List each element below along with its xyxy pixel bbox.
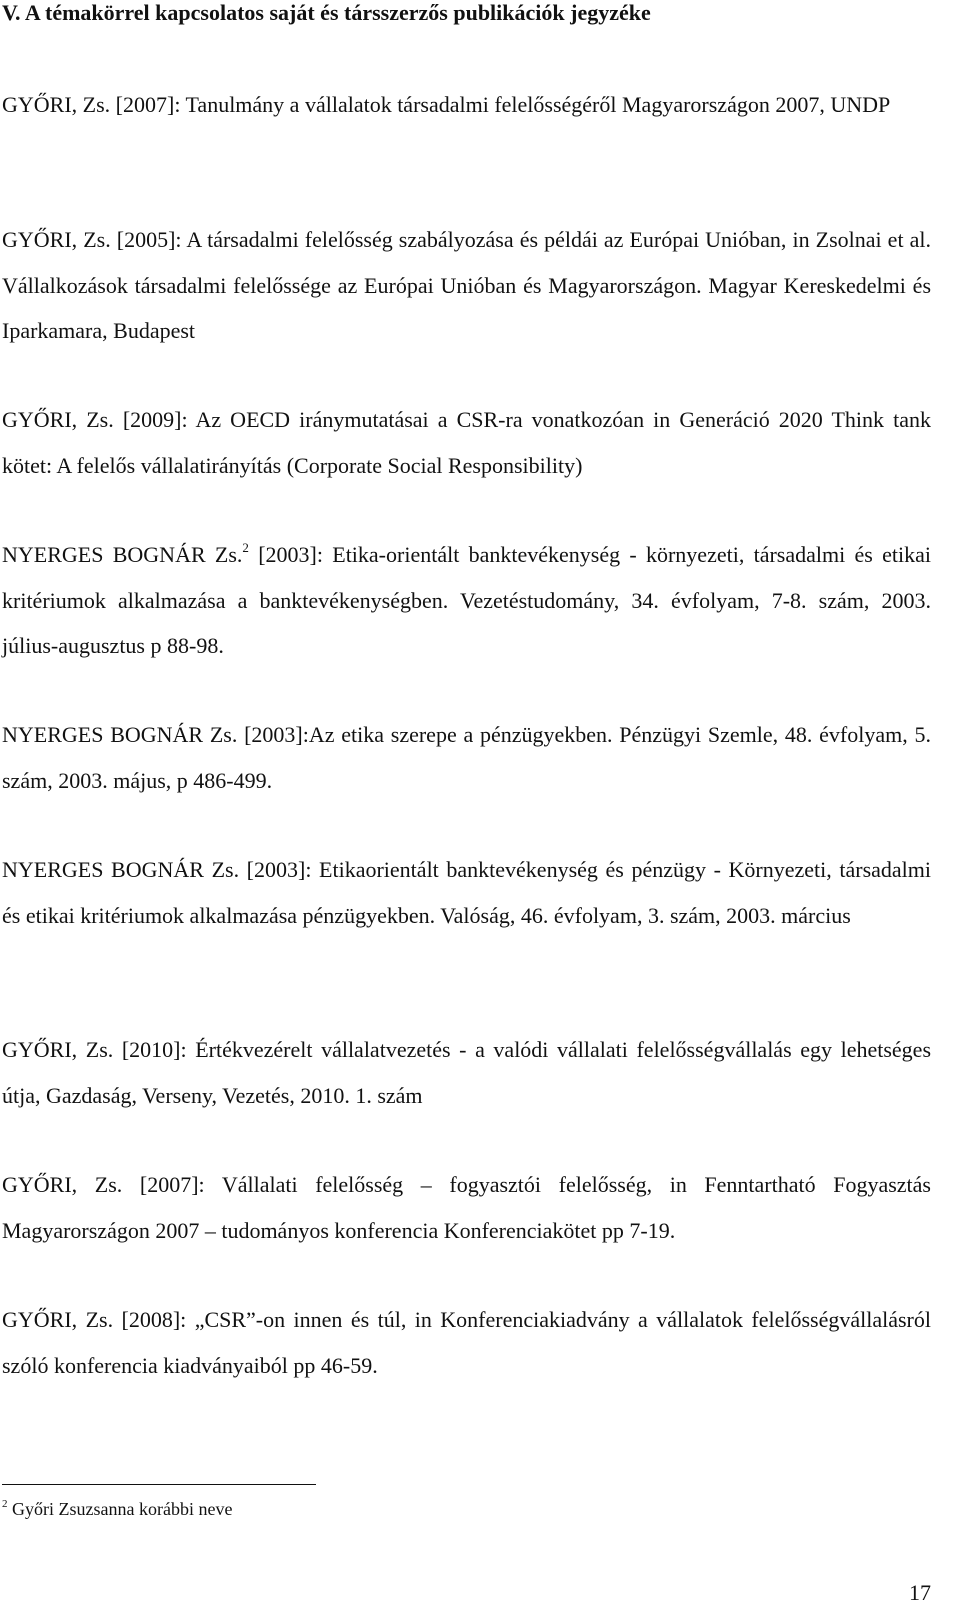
publication-entry: GYŐRI, Zs. [2007]: Vállalati felelősség – fogyasztói felelősség, in Fenntartható Fogyasztás Magyarországon 2007 – tudományos konferencia Konferenciakötet pp 7-19.	[2, 1172, 931, 1243]
entry-text: [2003]: Etika-orientált banktevékenység - környezeti, társadalmi és etikai kritériumok alkalmazása a banktevékenységben. Vezetéstudomány, 34. évfolyam, 7-8. szám, 2003. július-augusztus p 88-98.	[2, 542, 931, 658]
footnote-reference: 2	[242, 540, 249, 555]
footnote-separator	[2, 1484, 316, 1485]
publication-entry: GYŐRI, Zs. [2008]: „CSR”-on innen és túl, in Konferenciakiadvány a vállalatok felelősségvállalásról szóló konferencia kiadványaiból pp 46-59.	[2, 1307, 931, 1378]
publication-entry: GYŐRI, Zs. [2005]: A társadalmi felelősség szabályozása és példái az Európai Unióban, in Zsolnai et al. Vállalkozások társadalmi felelőssége az Európai Unióban és Magyarországon. Magyar Kereskedelmi és Iparkamara, Budapest	[2, 227, 931, 343]
section-heading: V. A témakörrel kapcsolatos saját és társszerzős publikációk jegyzéke	[2, 0, 651, 25]
publication-entry	[2, 532, 931, 669]
publication-entry: GYŐRI, Zs. [2007]: Tanulmány a vállalatok társadalmi felelősségéről Magyarországon 2007, UNDP	[2, 92, 891, 117]
publication-entry: NYERGES BOGNÁR Zs. [2003]:Az etika szerepe a pénzügyekben. Pénzügyi Szemle, 48. évfolyam, 5. szám, 2003. május, p 486-499.	[2, 722, 931, 793]
footnote-mark: 2	[2, 1498, 8, 1510]
entry-author: NYERGES BOGNÁR Zs.	[2, 542, 243, 567]
publication-entry: NYERGES BOGNÁR Zs. [2003]: Etikaorientált banktevékenység és pénzügy - Környezeti, társadalmi és etikai kritériumok alkalmazása pénzügyekben. Valóság, 46. évfolyam, 3. szám, 2003. március	[2, 857, 931, 928]
footnote	[2, 1497, 232, 1521]
footnote-text: Győri Zsuzsanna korábbi neve	[7, 1499, 233, 1519]
publication-entry: GYŐRI, Zs. [2009]: Az OECD iránymutatásai a CSR-ra vonatkozóan in Generáció 2020 Think tank kötet: A felelős vállalatirányítás (Corporate Social Responsibility)	[2, 407, 931, 478]
page-number: 17	[909, 1580, 931, 1605]
publication-entry: GYŐRI, Zs. [2010]: Értékvezérelt vállalatvezetés - a valódi vállalati felelősségvállalás egy lehetséges útja, Gazdaság, Verseny, Vezetés, 2010. 1. szám	[2, 1037, 931, 1108]
